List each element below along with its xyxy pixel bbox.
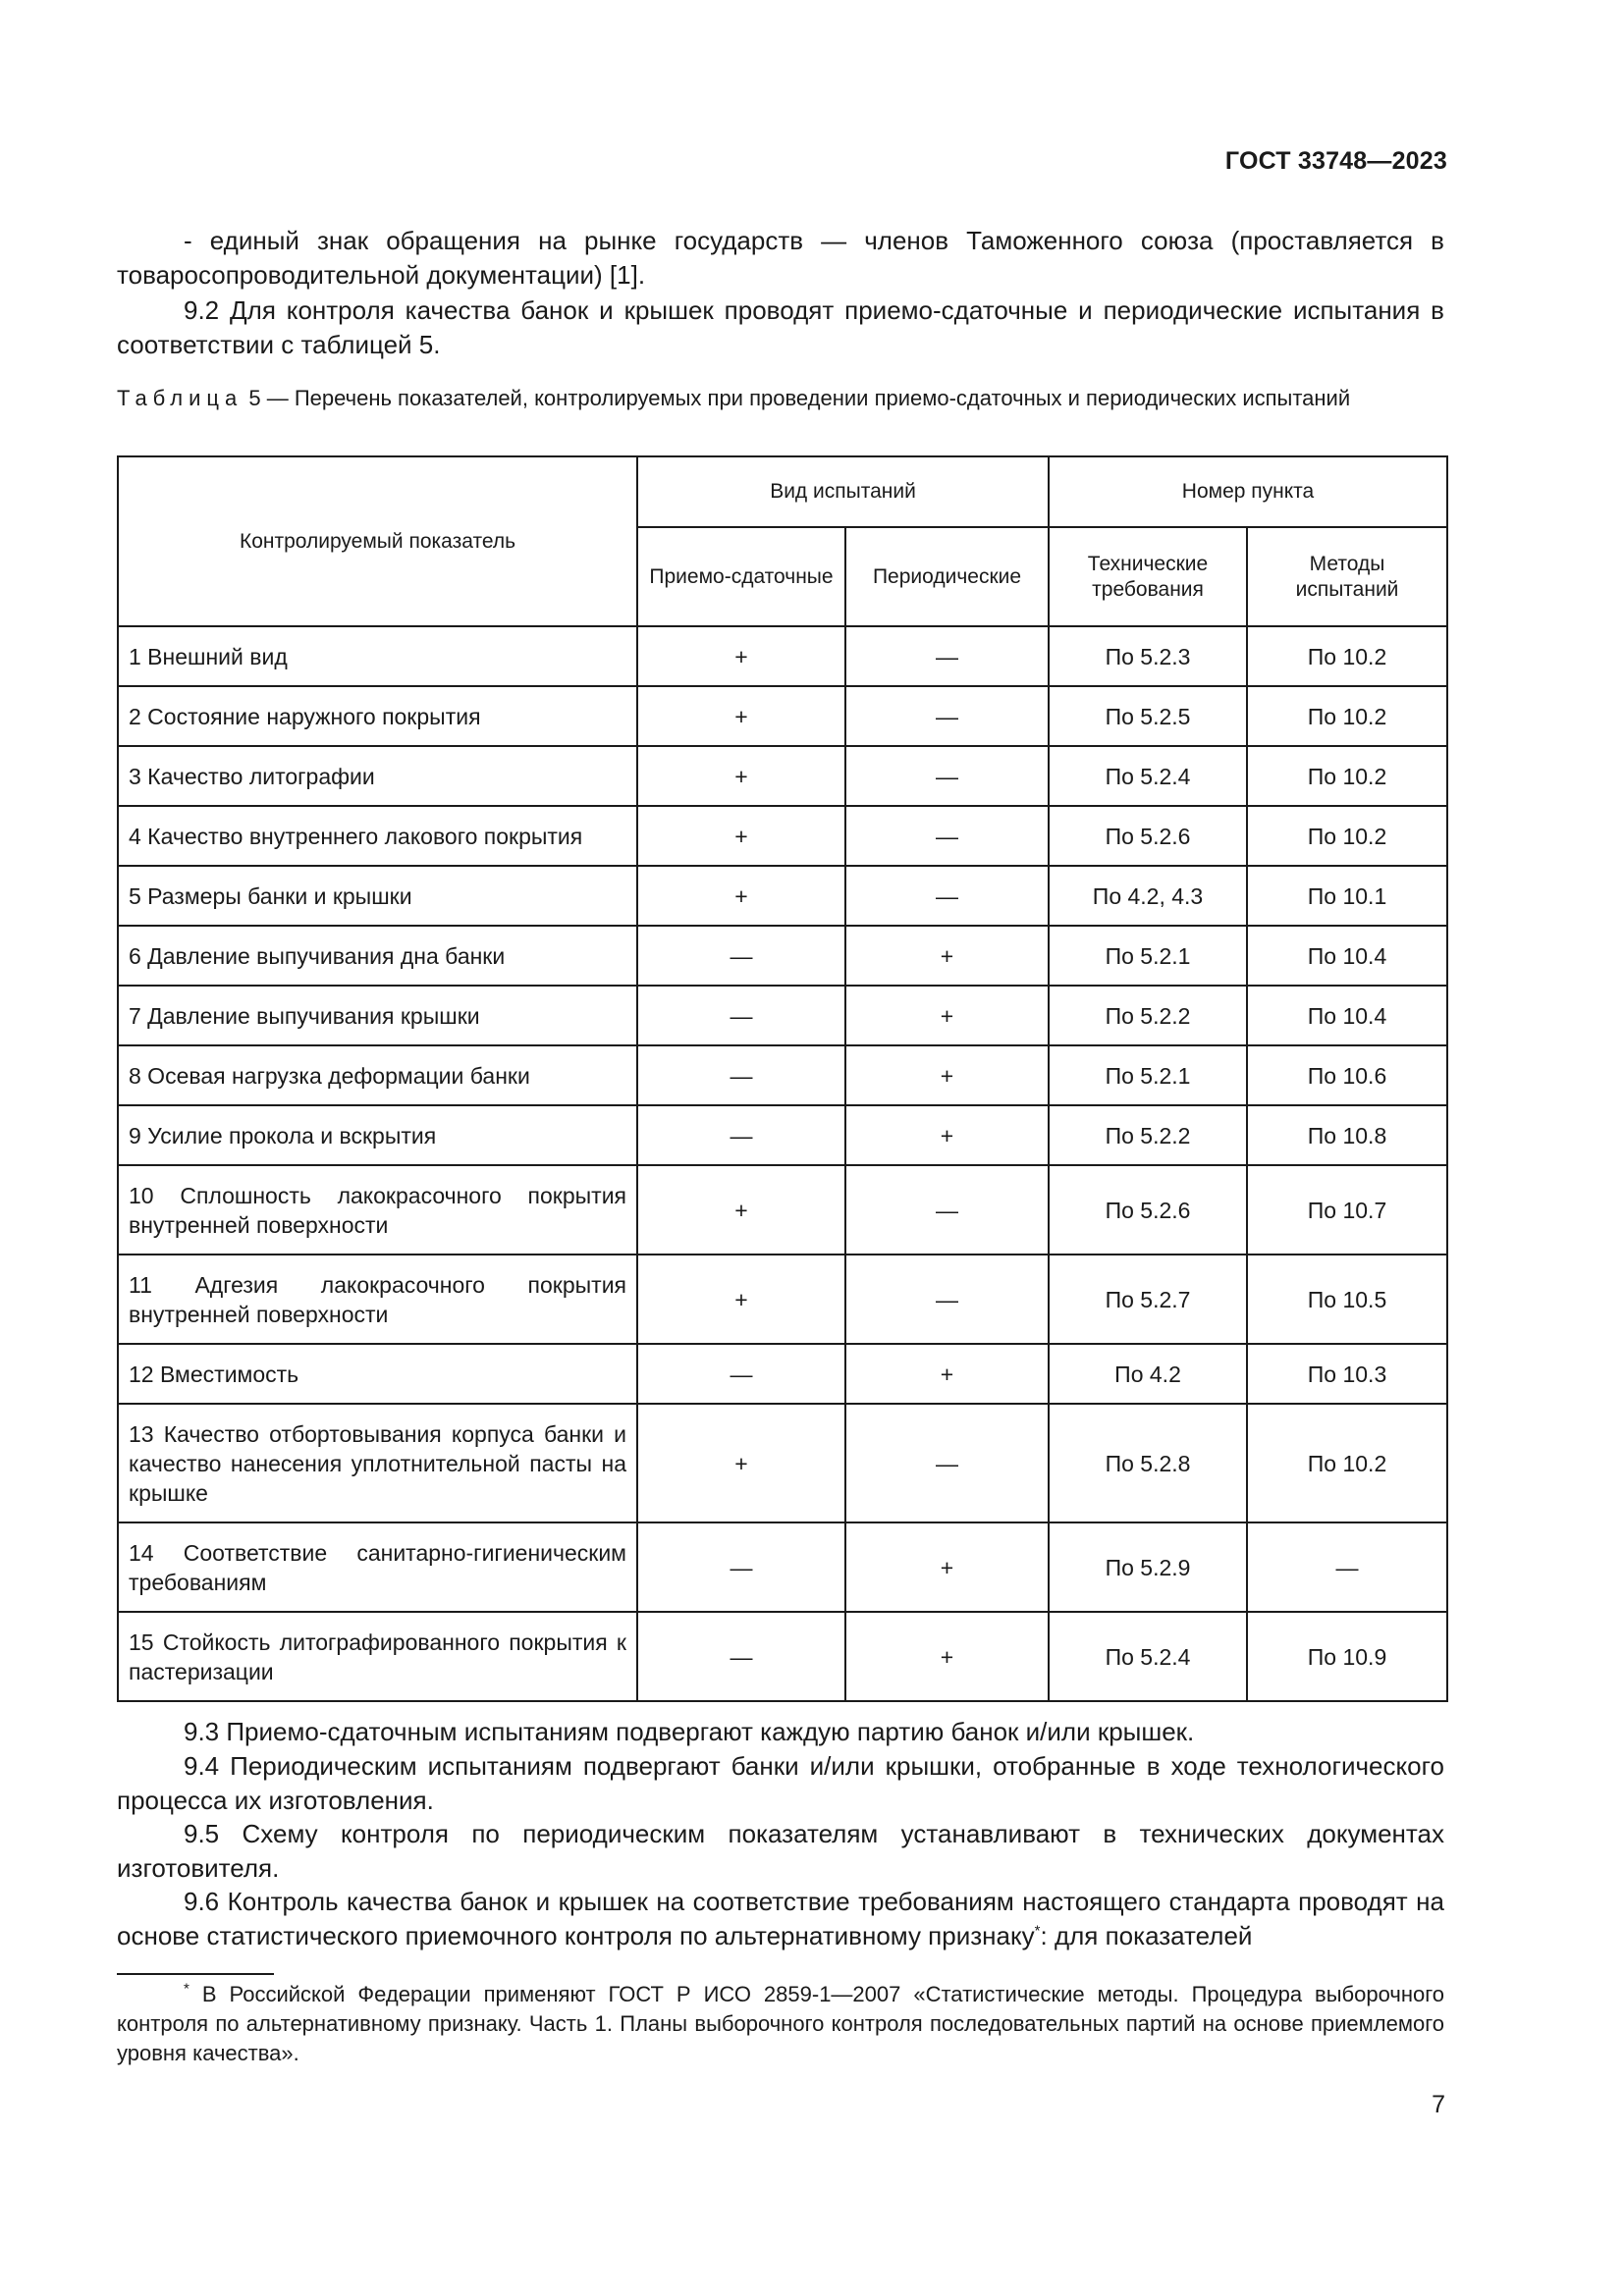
- cell-methods: По 10.3: [1247, 1344, 1447, 1404]
- table-row: [118, 1105, 1447, 1165]
- cell-indicator: 12 Вместимость: [118, 1344, 637, 1404]
- cell-methods: —: [1247, 1522, 1447, 1612]
- cell-acceptance: +: [637, 746, 845, 806]
- cell-periodic: —: [845, 686, 1049, 746]
- cell-requirements: По 5.2.4: [1049, 746, 1247, 806]
- paragraph-text: 9.2 Для контроля качества банок и крышек проводят приемо-сдаточные и периодические испытания в соответствии с таблицей 5.: [117, 295, 1444, 359]
- cell-requirements: По 5.2.8: [1049, 1404, 1247, 1522]
- cell-methods: По 10.8: [1247, 1105, 1447, 1165]
- cell-requirements: По 5.2.1: [1049, 926, 1247, 986]
- cell-indicator: 13 Качество отбортовывания корпуса банки и качество нанесения уплотнительной пасты на крышке: [118, 1404, 637, 1522]
- cell-periodic: +: [845, 1045, 1049, 1105]
- table-row: [118, 1612, 1447, 1701]
- table-row: [118, 1522, 1447, 1612]
- paragraph-text: 9.3 Приемо-сдаточным испытаниям подвергают каждую партию банок и/или крышек.: [184, 1717, 1195, 1746]
- cell-periodic: +: [845, 1612, 1049, 1701]
- cell-indicator: 2 Состояние наружного покрытия: [118, 686, 637, 746]
- footnote-mark: *: [184, 1980, 189, 1998]
- cell-indicator: 5 Размеры банки и крышки: [118, 866, 637, 926]
- cell-indicator: 14 Соответствие санитарно-гигиеническим требованиям: [118, 1522, 637, 1612]
- cell-acceptance: +: [637, 1165, 845, 1255]
- cell-acceptance: +: [637, 626, 845, 686]
- paragraph-9-4: [117, 1749, 1444, 1818]
- header-clause-number: Номер пункта: [1049, 456, 1447, 527]
- cell-requirements: По 5.2.6: [1049, 1165, 1247, 1255]
- cell-indicator: 15 Стойкость литографированного покрытия к пастеризации: [118, 1612, 637, 1701]
- cell-requirements: По 4.2: [1049, 1344, 1247, 1404]
- cell-requirements: По 5.2.2: [1049, 986, 1247, 1045]
- paragraph-single-mark: [117, 224, 1444, 293]
- cell-acceptance: —: [637, 1522, 845, 1612]
- cell-methods: По 10.7: [1247, 1165, 1447, 1255]
- table-row: [118, 866, 1447, 926]
- table-caption-text: 5 — Перечень показателей, контролируемых при проведении приемо-сдаточных и периодических испытаний: [248, 386, 1351, 410]
- cell-acceptance: +: [637, 866, 845, 926]
- cell-methods: По 10.4: [1247, 986, 1447, 1045]
- cell-periodic: +: [845, 1522, 1049, 1612]
- paragraph-text: 9.6 Контроль качества банок и крышек на соответствие требованиям настоящего стандарта проводят на основе статистического приемочного контроля по альтернативному признаку: [117, 1887, 1444, 1950]
- table-body: [118, 626, 1447, 1701]
- cell-acceptance: +: [637, 1255, 845, 1344]
- cell-requirements: По 5.2.4: [1049, 1612, 1247, 1701]
- cell-periodic: +: [845, 986, 1049, 1045]
- cell-acceptance: —: [637, 1105, 845, 1165]
- cell-requirements: По 4.2, 4.3: [1049, 866, 1247, 926]
- cell-requirements: По 5.2.2: [1049, 1105, 1247, 1165]
- table-row: [118, 1045, 1447, 1105]
- table-row: [118, 1165, 1447, 1255]
- table-row: [118, 986, 1447, 1045]
- cell-acceptance: —: [637, 926, 845, 986]
- cell-methods: По 10.9: [1247, 1612, 1447, 1701]
- cell-requirements: По 5.2.6: [1049, 806, 1247, 866]
- cell-acceptance: +: [637, 1404, 845, 1522]
- cell-requirements: По 5.2.1: [1049, 1045, 1247, 1105]
- cell-acceptance: +: [637, 806, 845, 866]
- cell-indicator: 8 Осевая нагрузка деформации банки: [118, 1045, 637, 1105]
- table-row: [118, 926, 1447, 986]
- cell-acceptance: —: [637, 1045, 845, 1105]
- cell-methods: По 10.2: [1247, 1404, 1447, 1522]
- paragraph-text: 9.5 Схему контроля по периодическим показателям устанавливают в технических документах изготовителя.: [117, 1819, 1444, 1883]
- cell-periodic: +: [845, 1344, 1049, 1404]
- cell-indicator: 9 Усилие прокола и вскрытия: [118, 1105, 637, 1165]
- header-test-type: Вид испытаний: [637, 456, 1049, 527]
- cell-requirements: По 5.2.5: [1049, 686, 1247, 746]
- cell-periodic: +: [845, 1105, 1049, 1165]
- table-row: [118, 626, 1447, 686]
- header-acceptance: Приемо-сдаточные: [637, 527, 845, 626]
- table-row: [118, 1255, 1447, 1344]
- cell-periodic: —: [845, 1255, 1049, 1344]
- paragraph-9-6: [117, 1885, 1444, 1953]
- cell-requirements: По 5.2.7: [1049, 1255, 1247, 1344]
- paragraph-9-2: [117, 294, 1444, 362]
- table-row: [118, 746, 1447, 806]
- cell-requirements: По 5.2.3: [1049, 626, 1247, 686]
- footnote-reference[interactable]: *: [1034, 1922, 1041, 1940]
- cell-periodic: —: [845, 746, 1049, 806]
- header-indicator: Контролируемый показатель: [118, 456, 637, 626]
- cell-methods: По 10.5: [1247, 1255, 1447, 1344]
- cell-methods: По 10.1: [1247, 866, 1447, 926]
- paragraph-text: - единый знак обращения на рынке государств — членов Таможенного союза (проставляется в товаросопроводительной документации) [1].: [117, 226, 1444, 290]
- table-caption-label: Таблица: [117, 386, 244, 410]
- cell-methods: По 10.6: [1247, 1045, 1447, 1105]
- paragraph-9-5: [117, 1817, 1444, 1886]
- document-id: ГОСТ 33748—2023: [1224, 147, 1447, 175]
- cell-methods: По 10.2: [1247, 746, 1447, 806]
- cell-periodic: +: [845, 926, 1049, 986]
- paragraph-text-tail: : для показателей: [1040, 1921, 1253, 1950]
- footnote-divider: [117, 1973, 274, 1975]
- table-row: [118, 1344, 1447, 1404]
- cell-indicator: 11 Адгезия лакокрасочного покрытия внутренней поверхности: [118, 1255, 637, 1344]
- footnote-text: В Российской Федерации применяют ГОСТ Р ИСО 2859-1—2007 «Статистические методы. Процедура выборочного контроля по альтернативному признаку. Часть 1. Планы выборочного контроля последовательных партий на основе приемлемого уровня качества».: [117, 1982, 1444, 2065]
- cell-acceptance: —: [637, 1344, 845, 1404]
- cell-periodic: —: [845, 626, 1049, 686]
- cell-periodic: —: [845, 806, 1049, 866]
- cell-periodic: —: [845, 1404, 1049, 1522]
- cell-requirements: По 5.2.9: [1049, 1522, 1247, 1612]
- table-row: [118, 1404, 1447, 1522]
- paragraph-9-3: [117, 1715, 1444, 1749]
- header-methods: Методы испытаний: [1247, 527, 1447, 626]
- cell-acceptance: —: [637, 986, 845, 1045]
- cell-methods: По 10.4: [1247, 926, 1447, 986]
- cell-indicator: 10 Сплошность лакокрасочного покрытия внутренней поверхности: [118, 1165, 637, 1255]
- header-requirements: Технические требования: [1049, 527, 1247, 626]
- table-caption: [117, 384, 1444, 413]
- cell-indicator: 1 Внешний вид: [118, 626, 637, 686]
- cell-indicator: 3 Качество литографии: [118, 746, 637, 806]
- cell-acceptance: +: [637, 686, 845, 746]
- cell-methods: По 10.2: [1247, 806, 1447, 866]
- cell-indicator: 6 Давление выпучивания дна банки: [118, 926, 637, 986]
- cell-acceptance: —: [637, 1612, 845, 1701]
- cell-indicator: 7 Давление выпучивания крышки: [118, 986, 637, 1045]
- table-row: [118, 806, 1447, 866]
- cell-methods: По 10.2: [1247, 626, 1447, 686]
- cell-periodic: —: [845, 1165, 1049, 1255]
- footnote: [117, 1980, 1444, 2068]
- cell-periodic: —: [845, 866, 1049, 926]
- table-row: [118, 686, 1447, 746]
- cell-indicator: 4 Качество внутреннего лакового покрытия: [118, 806, 637, 866]
- cell-methods: По 10.2: [1247, 686, 1447, 746]
- page-number: 7: [1432, 2091, 1445, 2118]
- header-periodic: Периодические: [845, 527, 1049, 626]
- paragraph-text: 9.4 Периодическим испытаниям подвергают банки и/или крышки, отобранные в ходе технологического процесса их изготовления.: [117, 1751, 1444, 1815]
- inspection-table: [117, 455, 1448, 1702]
